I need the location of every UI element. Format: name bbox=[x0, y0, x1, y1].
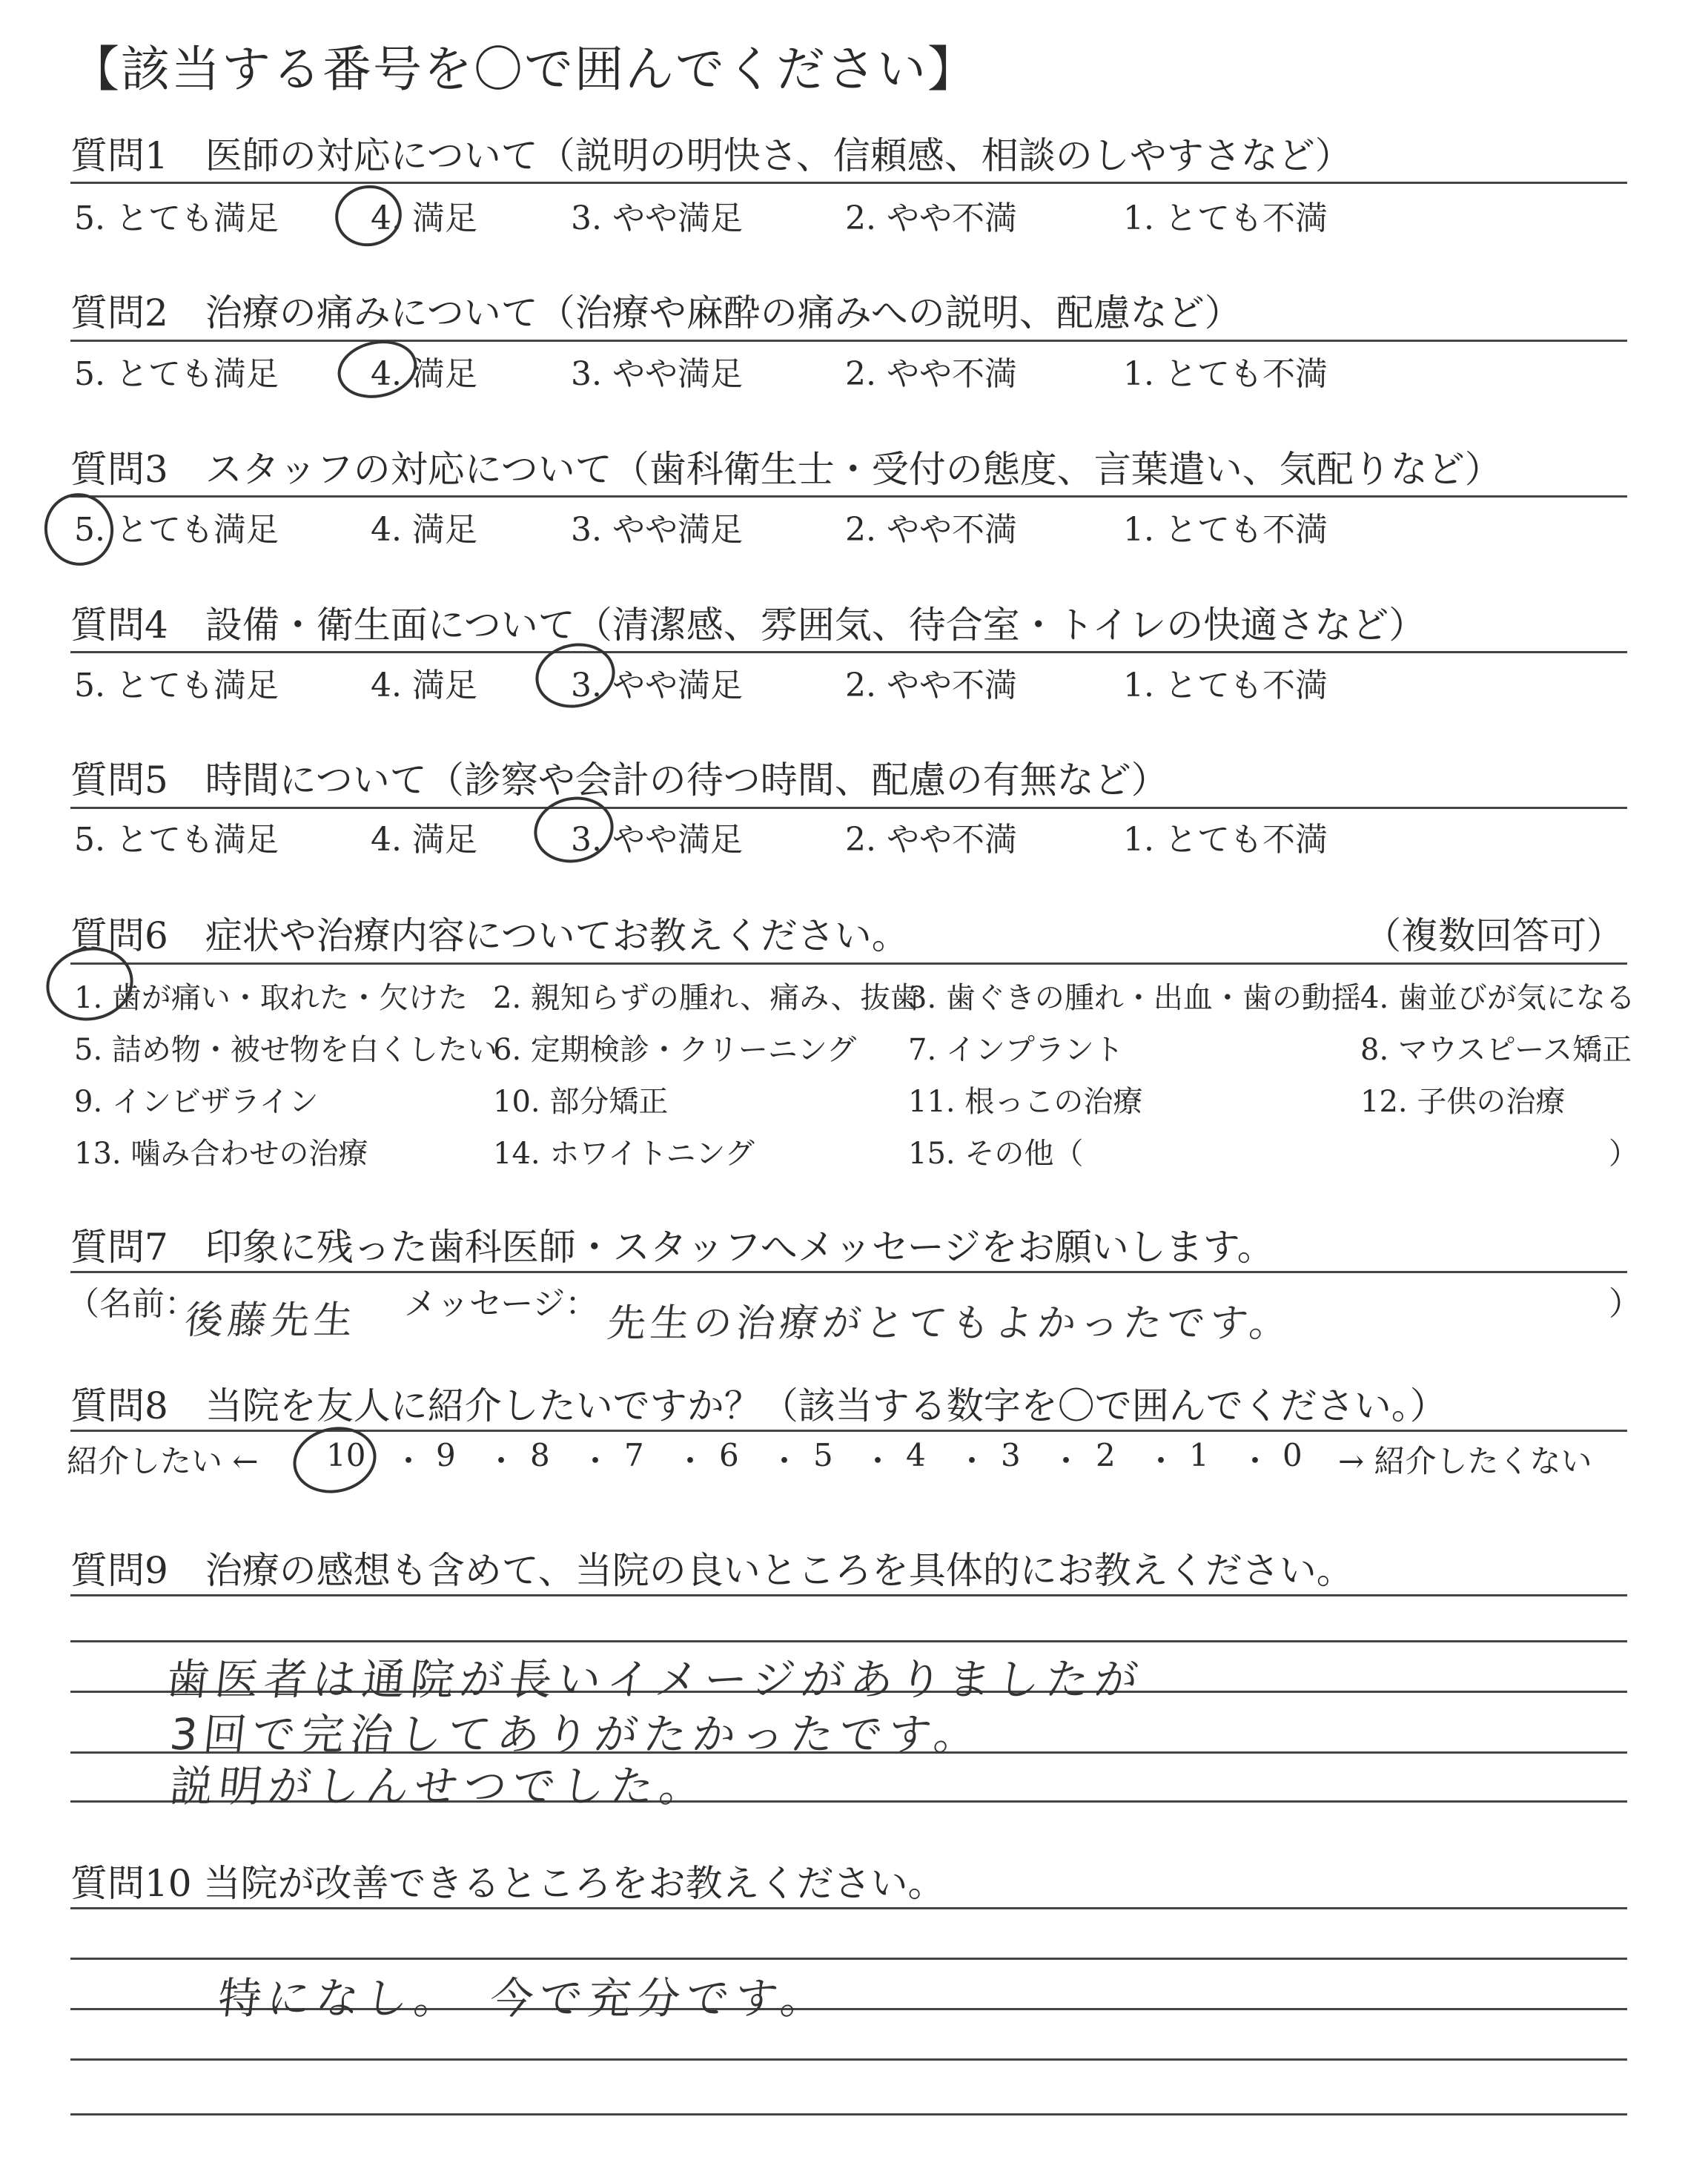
selection-circle bbox=[329, 179, 407, 253]
comment-line[interactable]: 3回で完治してありがたかったです。 bbox=[167, 1709, 986, 1760]
treatment-item[interactable]: 10. 部分矯正 bbox=[493, 1085, 669, 1119]
form-header: 【該当する番号を〇で囲んでください】 bbox=[70, 41, 978, 98]
scale-separator: ・ bbox=[675, 1443, 706, 1479]
close-paren: ） bbox=[1609, 1137, 1638, 1171]
treatment-item[interactable]: 11. 根っこの治療 bbox=[908, 1085, 1143, 1119]
treatment-item[interactable]: 14. ホワイトニング bbox=[493, 1137, 755, 1171]
scale-separator: ・ bbox=[956, 1443, 988, 1479]
option-3[interactable]: 3. やや満足 bbox=[571, 355, 743, 393]
scale-separator: ・ bbox=[862, 1443, 894, 1479]
ruled-line bbox=[70, 1958, 1627, 1960]
option-4[interactable]: 4. 満足 bbox=[371, 199, 477, 237]
treatment-item[interactable]: 12. 子供の治療 bbox=[1360, 1085, 1566, 1119]
option-5[interactable]: 5. とても満足 bbox=[74, 355, 279, 393]
scale-value[interactable]: 1 bbox=[1189, 1437, 1209, 1473]
option-3[interactable]: 3. やや満足 bbox=[571, 821, 743, 859]
selection-circle bbox=[38, 486, 120, 572]
option-3[interactable]: 3. やや満足 bbox=[571, 667, 743, 704]
question-7-title: 質問7 印象に残った歯科医師・スタッフへメッセージをお願いします。 bbox=[70, 1226, 1274, 1269]
name-label: （名前： bbox=[67, 1285, 197, 1323]
question-4-title: 質問4 設備・衛生面について（清潔感、雰囲気、待合室・トイレの快適さなど） bbox=[70, 604, 1426, 647]
question-2-title: 質問2 治療の痛みについて（治療や麻酔の痛みへの説明、配慮など） bbox=[70, 291, 1242, 334]
scale-value[interactable]: 6 bbox=[719, 1437, 739, 1473]
scale-value[interactable]: 4 bbox=[906, 1437, 926, 1473]
recommend-left-label: 紹介したい ← bbox=[67, 1443, 259, 1479]
scale-separator: ・ bbox=[1239, 1443, 1271, 1479]
treatment-item[interactable]: 15. その他（ bbox=[908, 1137, 1084, 1171]
option-5[interactable]: 5. とても満足 bbox=[74, 667, 279, 704]
recommend-right-label: → 紹介したくない bbox=[1338, 1443, 1592, 1479]
option-5[interactable]: 5. とても満足 bbox=[74, 199, 279, 237]
option-4[interactable]: 4. 満足 bbox=[371, 821, 477, 859]
treatment-item[interactable]: 5. 詰め物・被せ物を白くしたい bbox=[74, 1033, 497, 1067]
question-6-title: 質問6 症状や治療内容についてお教えください。 bbox=[70, 914, 909, 957]
option-3[interactable]: 3. やや満足 bbox=[571, 199, 743, 237]
divider bbox=[70, 807, 1627, 809]
scale-value[interactable]: 5 bbox=[813, 1437, 833, 1473]
question-6-note: （複数回答可） bbox=[1364, 914, 1623, 957]
option-4[interactable]: 4. 満足 bbox=[371, 667, 477, 704]
divider bbox=[70, 1430, 1627, 1432]
option-1[interactable]: 1. とても不満 bbox=[1123, 821, 1328, 859]
scale-value[interactable]: 8 bbox=[530, 1437, 550, 1473]
option-2[interactable]: 2. やや不満 bbox=[845, 199, 1017, 237]
treatment-item[interactable]: 1. 歯が痛い・取れた・欠けた bbox=[74, 981, 468, 1015]
divider bbox=[70, 651, 1627, 653]
treatment-item[interactable]: 6. 定期検診・クリーニング bbox=[493, 1033, 857, 1067]
scale-value[interactable]: 10 bbox=[326, 1437, 366, 1473]
scale-separator: ・ bbox=[393, 1443, 425, 1479]
close-paren: ） bbox=[1609, 1285, 1641, 1323]
comment-line[interactable]: 歯医者は通院が長いイメージがありましたが bbox=[163, 1654, 1147, 1705]
option-4[interactable]: 4. 満足 bbox=[371, 511, 477, 549]
option-3[interactable]: 3. やや満足 bbox=[571, 511, 743, 549]
option-4[interactable]: 4. 満足 bbox=[371, 355, 477, 393]
treatment-item[interactable]: 4. 歯並びが気になる bbox=[1360, 981, 1635, 1015]
treatment-item[interactable]: 3. 歯ぐきの腫れ・出血・歯の動揺 bbox=[908, 981, 1361, 1015]
question-3-title: 質問3 スタッフの対応について（歯科衛生士・受付の態度、言葉遣い、気配りなど） bbox=[70, 448, 1502, 491]
scale-separator: ・ bbox=[1050, 1443, 1082, 1479]
divider bbox=[70, 495, 1627, 498]
question-9-title: 質問9 治療の感想も含めて、当院の良いところを具体的にお教えください。 bbox=[70, 1549, 1354, 1592]
question-5-title: 質問5 時間について（診察や会計の待つ時間、配慮の有無など） bbox=[70, 759, 1168, 802]
option-1[interactable]: 1. とても不満 bbox=[1123, 355, 1328, 393]
ruled-line bbox=[70, 1907, 1627, 1909]
improvement-line[interactable]: 特になし。 今で充分です。 bbox=[215, 1973, 833, 2024]
option-2[interactable]: 2. やや不満 bbox=[845, 821, 1017, 859]
message-label: メッセージ： bbox=[404, 1285, 598, 1323]
divider bbox=[70, 182, 1627, 184]
question-1-title: 質問1 医師の対応について（説明の明快さ、信頼感、相談のしやすさなど） bbox=[70, 134, 1352, 177]
name-handwritten[interactable]: 後藤先生 bbox=[182, 1298, 360, 1343]
ruled-line bbox=[70, 1594, 1627, 1596]
scale-value[interactable]: 2 bbox=[1096, 1437, 1116, 1473]
option-5[interactable]: 5. とても満足 bbox=[74, 821, 279, 859]
scale-value[interactable]: 9 bbox=[436, 1437, 456, 1473]
treatment-item[interactable]: 2. 親知らずの腫れ、痛み、抜歯 bbox=[493, 981, 920, 1015]
scale-value[interactable]: 0 bbox=[1282, 1437, 1302, 1473]
treatment-item[interactable]: 8. マウスピース矯正 bbox=[1360, 1033, 1632, 1067]
comment-line[interactable]: 説明がしんせつでした。 bbox=[167, 1761, 712, 1811]
scale-separator: ・ bbox=[486, 1443, 517, 1479]
option-1[interactable]: 1. とても不満 bbox=[1123, 667, 1328, 704]
option-2[interactable]: 2. やや不満 bbox=[845, 511, 1017, 549]
ruled-line bbox=[70, 2113, 1627, 2116]
option-1[interactable]: 1. とても不満 bbox=[1123, 199, 1328, 237]
message-handwritten[interactable]: 先生の治療がとてもよかったです。 bbox=[605, 1301, 1295, 1346]
option-5[interactable]: 5. とても満足 bbox=[74, 511, 279, 549]
treatment-item[interactable]: 9. インビザライン bbox=[74, 1085, 319, 1119]
question-8-title: 質問8 当院を友人に紹介したいですか？（該当する数字を〇で囲んでください。） bbox=[70, 1384, 1447, 1427]
option-2[interactable]: 2. やや不満 bbox=[845, 667, 1017, 704]
scale-separator: ・ bbox=[580, 1443, 612, 1479]
option-2[interactable]: 2. やや不満 bbox=[845, 355, 1017, 393]
ruled-line bbox=[70, 2058, 1627, 2061]
treatment-item[interactable]: 13. 噛み合わせの治療 bbox=[74, 1137, 368, 1171]
question-10-title: 質問10 当院が改善できるところをお教えください。 bbox=[70, 1862, 945, 1905]
divider bbox=[70, 340, 1627, 342]
scale-value[interactable]: 7 bbox=[624, 1437, 644, 1473]
treatment-item[interactable]: 7. インプラント bbox=[908, 1033, 1124, 1067]
divider bbox=[70, 962, 1627, 965]
scale-separator: ・ bbox=[1145, 1443, 1177, 1479]
ruled-line bbox=[70, 1640, 1627, 1642]
scale-value[interactable]: 3 bbox=[1001, 1437, 1021, 1473]
scale-separator: ・ bbox=[769, 1443, 801, 1479]
divider bbox=[70, 1271, 1627, 1273]
option-1[interactable]: 1. とても不満 bbox=[1123, 511, 1328, 549]
